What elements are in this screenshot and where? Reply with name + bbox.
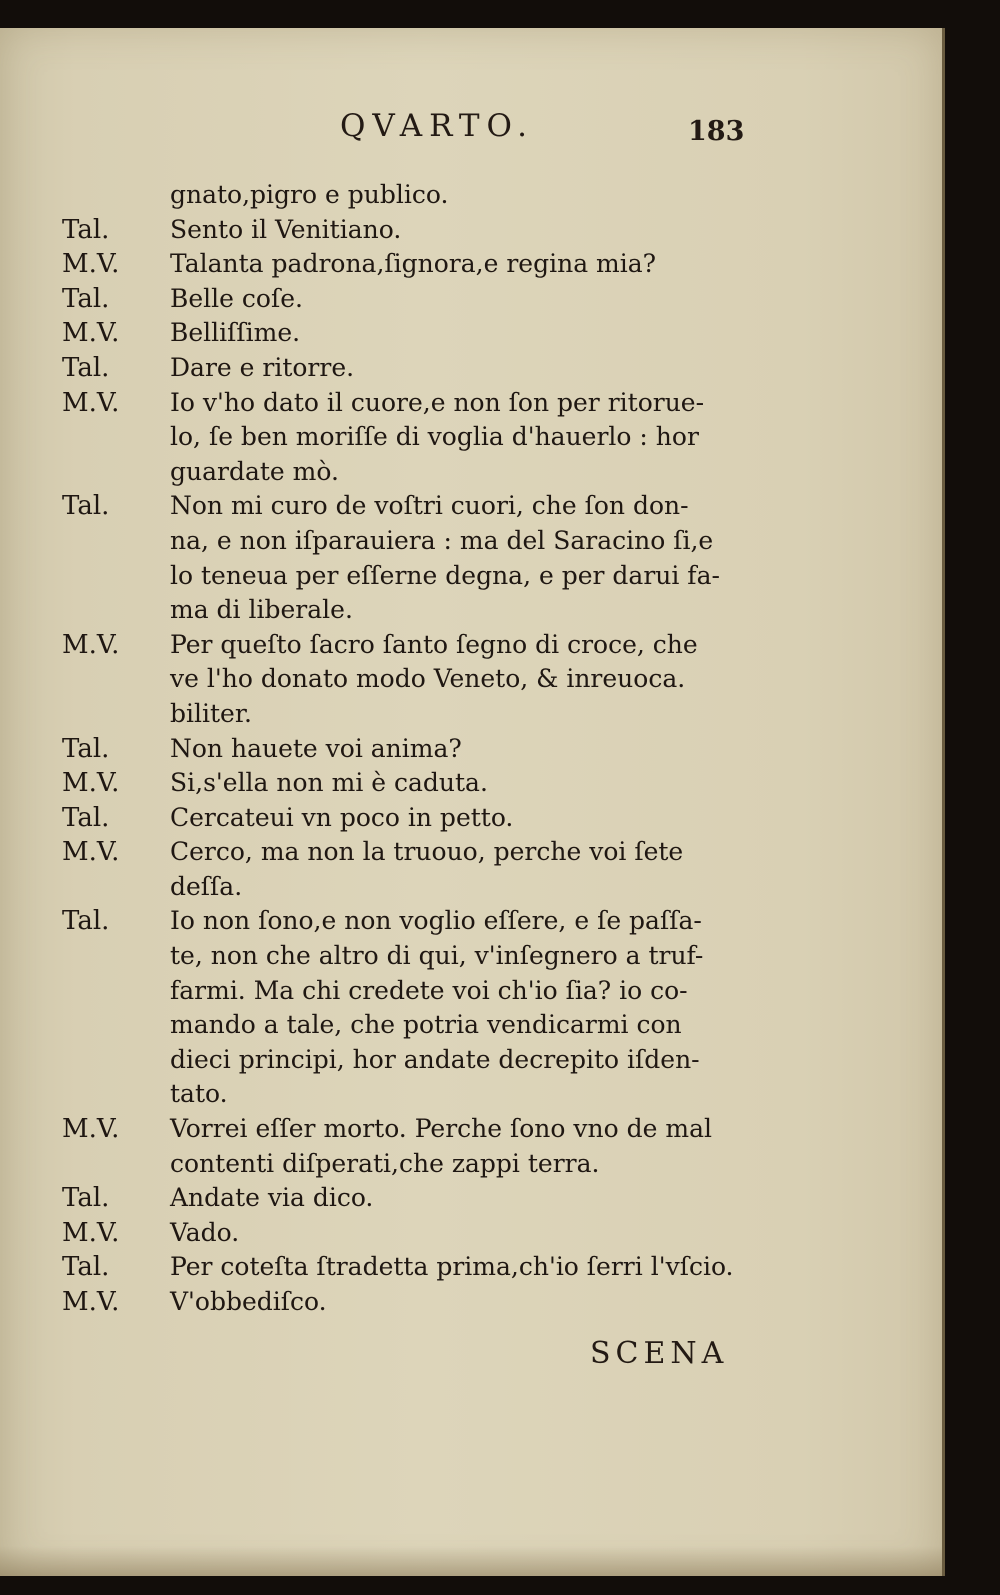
dialogue-line (0, 1045, 942, 1080)
dialogue-line (0, 491, 942, 526)
dialogue-line (0, 872, 942, 907)
page-number: 183 (688, 116, 745, 147)
dialogue-line (0, 284, 942, 319)
book-page (0, 28, 945, 1576)
line-text: lo, ſe ben moriſſe di voglia d'hauerlo : hor (170, 422, 699, 452)
line-text: ve l'ho donato modo Veneto, & inreuoca. (170, 664, 686, 694)
dialogue-line (0, 837, 942, 872)
dialogue-line (0, 249, 942, 284)
speaker-label: Tal. (62, 1183, 110, 1214)
dialogue-line (0, 1114, 942, 1149)
line-text: Io non ſono,e non voglio eſſere, e ſe paſſa- (170, 906, 702, 936)
speaker-label: Tal. (62, 906, 110, 937)
line-text: Cercateui vn poco in petto. (170, 802, 514, 832)
speaker-label: Tal. (62, 491, 110, 522)
line-text: mando a tale, che potria vendicarmi con (170, 1010, 682, 1040)
line-text: Cerco, ma non la truouo, perche voi ſete (170, 837, 684, 867)
page-edge-shadow (0, 1546, 942, 1576)
line-text: Belle coſe. (170, 283, 303, 313)
dialogue-line (0, 526, 942, 561)
speaker-label: M.V. (62, 1217, 120, 1248)
dialogue-line (0, 1010, 942, 1045)
line-text: V'obbediſco. (170, 1287, 327, 1316)
line-text: Belliſſime. (170, 318, 301, 348)
speaker-label: M.V. (62, 629, 120, 660)
dialogue-line (0, 561, 942, 596)
line-text: tato. (170, 1079, 228, 1109)
dialogue-line (0, 422, 942, 457)
dialogue-line (0, 457, 942, 492)
line-text: gnato,pigro e publico. (170, 180, 449, 209)
dialogue-line (0, 734, 942, 769)
speaker-label: M.V. (62, 837, 120, 868)
line-text: farmi. Ma chi credete voi ch'io ſia? io co- (170, 975, 688, 1005)
catchword: SCENA (590, 1336, 729, 1371)
dialogue-text (0, 180, 942, 1322)
dialogue-line (0, 664, 942, 699)
dialogue-line (0, 215, 942, 250)
speaker-label: Tal. (62, 214, 110, 245)
dialogue-line (0, 595, 942, 630)
speaker-label: Tal. (62, 1252, 110, 1283)
line-text: Io v'ho dato il cuore,e non ſon per ritorue- (170, 387, 705, 417)
speaker-label: M.V. (62, 1287, 120, 1317)
speaker-label: M.V. (62, 249, 120, 280)
line-text: Andate via dico. (170, 1183, 374, 1213)
line-text: ma di liberale. (170, 595, 353, 625)
line-text: Non mi curo de voſtri cuori, che ſon don- (170, 491, 689, 521)
dialogue-line (0, 318, 942, 353)
line-text: lo teneua per eſſerne degna, e per darui fa- (170, 560, 720, 590)
line-text: contenti diſperati,che zappi terra. (170, 1148, 600, 1178)
line-text: Sento il Venitiano. (170, 214, 402, 244)
line-text: guardate mò. (170, 456, 339, 486)
line-text: Per coteſta ſtradetta prima,ch'io ſerri l'vſcio. (170, 1252, 734, 1282)
dialogue-line (0, 906, 942, 941)
line-text: Si,s'ella non mi è caduta. (170, 768, 488, 798)
line-text: na, e non iſparauiera : ma del Saracino ſi,e (170, 525, 714, 555)
line-text: dieci principi, hor andate decrepito iſden- (170, 1044, 700, 1074)
line-text: Vado. (170, 1217, 240, 1247)
line-text: deſſa. (170, 871, 243, 901)
line-text: Dare e ritorre. (170, 352, 355, 382)
line-text: Vorrei eſſer morto. Perche ſono vno de mal (170, 1114, 712, 1144)
line-text: Talanta padrona,ſignora,e regina mia? (170, 249, 657, 279)
dialogue-line (0, 1218, 942, 1253)
dialogue-line (0, 1252, 942, 1287)
dialogue-line (0, 180, 942, 215)
dialogue-line (0, 699, 942, 734)
dialogue-line (0, 353, 942, 388)
dialogue-line (0, 803, 942, 838)
line-text: Per queſto ſacro ſanto ſegno di croce, che (170, 629, 698, 659)
speaker-label: Tal. (62, 352, 110, 383)
dialogue-line (0, 768, 942, 803)
dialogue-line (0, 976, 942, 1011)
dialogue-line (0, 1287, 942, 1322)
speaker-label: Tal. (62, 733, 110, 764)
dialogue-line (0, 1183, 942, 1218)
speaker-label: M.V. (62, 387, 120, 418)
dialogue-line (0, 1149, 942, 1184)
speaker-label: M.V. (62, 768, 120, 799)
dialogue-line (0, 941, 942, 976)
line-text: Non hauete voi anima? (170, 733, 462, 763)
dialogue-line (0, 388, 942, 423)
speaker-label: Tal. (62, 283, 110, 314)
speaker-label: M.V. (62, 318, 120, 349)
line-text: biliter. (170, 698, 252, 728)
dialogue-line (0, 630, 942, 665)
speaker-label: Tal. (62, 802, 110, 833)
dialogue-line (0, 1079, 942, 1114)
speaker-label: M.V. (62, 1114, 120, 1145)
running-header: QVARTO. (340, 108, 535, 144)
line-text: te, non che altro di qui, v'inſegnero a truf- (170, 941, 704, 971)
